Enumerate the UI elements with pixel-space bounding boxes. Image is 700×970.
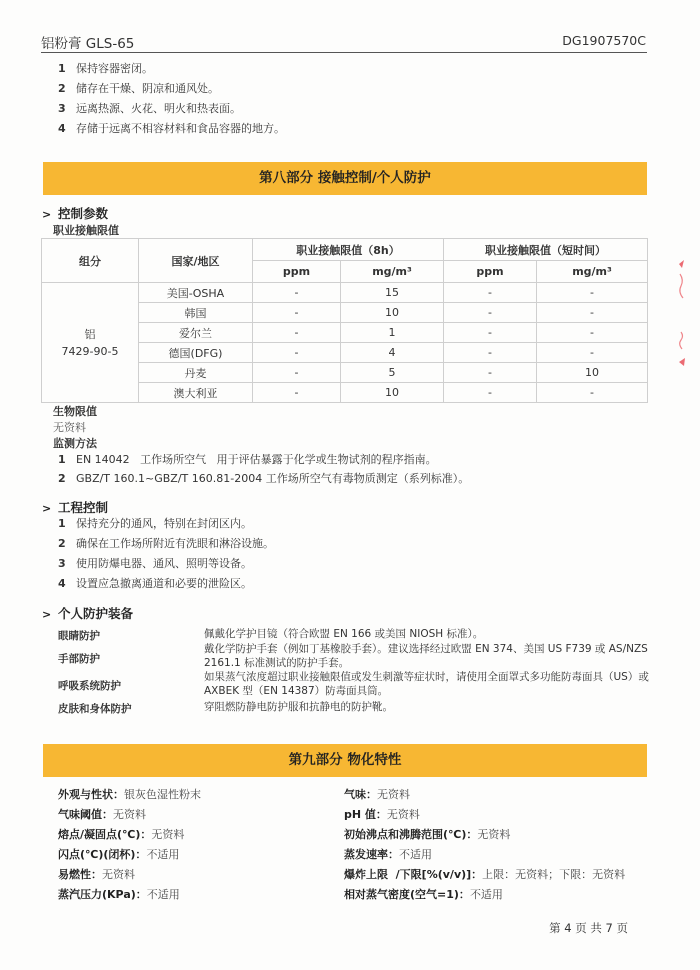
country-cell: 美国-OSHA [139, 283, 253, 303]
ppm-short-cell: - [444, 343, 537, 363]
list-item: 4 设置应急撤离通道和必要的泄险区。 [58, 577, 252, 590]
list-item: 1 保持容器密闭。 [58, 62, 153, 75]
property-melting-point: 熔点/凝固点(℃)：无资料 [58, 828, 185, 841]
col-header-component: 组分 [42, 239, 139, 283]
ppe-heading: > 个人防护装备 [42, 606, 134, 621]
ppe-value-respiratory: 如果蒸气浓度超过职业接触限值或发生刺激等症状时，请使用全面罩式多功能防毒面具（US）或 AXBEK 型（EN 14387）防毒面具筒。 [204, 671, 649, 697]
list-item: 2 确保在工作场所附近有洗眼和淋浴设施。 [58, 537, 274, 550]
properties-left [58, 786, 201, 906]
ppe-value-hand: 戴化学防护手套（例如丁基橡胶手套）。建议选择经过欧盟 EN 374、美国 US F739 或 AS/NZS 2161.1 标准测试的防护手套。 [204, 643, 648, 669]
section-8-title: 第八部分 接触控制/个人防护 [43, 162, 647, 195]
property-boiling-point: 初始沸点和沸腾范围(℃)：无资料 [344, 828, 511, 841]
list-item: 3 使用防爆电器、通风、照明等设备。 [58, 557, 252, 570]
mg-short-cell: - [537, 283, 648, 303]
page-number: 第 4 页 共 7 页 [549, 921, 628, 935]
country-cell: 爱尔兰 [139, 323, 253, 343]
engineering-list [58, 514, 274, 594]
mg-8h-cell: 10 [341, 383, 444, 403]
ppe-label-skin: 皮肤和身体防护 [58, 703, 132, 715]
property-ph: pH 值：无资料 [344, 808, 420, 821]
col-header-ppm-short: ppm [444, 261, 537, 283]
col-header-oel-short: 职业接触限值（短时间） [444, 239, 648, 261]
property-odor-threshold: 气味阈值：无资料 [58, 808, 146, 821]
mg-8h-cell: 4 [341, 343, 444, 363]
table-row [42, 283, 648, 303]
property-vapor-density: 相对蒸气密度(空气=1)：不适用 [344, 888, 503, 901]
property-odor: 气味：无资料 [344, 788, 410, 801]
oel-label: 职业接触限值 [53, 224, 119, 237]
mg-short-cell: - [537, 303, 648, 323]
mg-8h-cell: 15 [341, 283, 444, 303]
storage-list [58, 59, 285, 139]
ppe-label-respiratory: 呼吸系统防护 [58, 680, 121, 692]
document-code: DG1907570C [562, 33, 646, 48]
chevron-right-icon: > [42, 502, 52, 515]
mg-short-cell: - [537, 323, 648, 343]
control-params-heading: > 控制参数 [42, 206, 109, 221]
mg-8h-cell: 10 [341, 303, 444, 323]
properties-right [344, 786, 625, 906]
ppm-short-cell: - [444, 283, 537, 303]
component-name: 铝 [84, 327, 96, 341]
mg-8h-cell: 1 [341, 323, 444, 343]
list-item: 3 远离热源、火花、明火和热表面。 [58, 102, 241, 115]
ppe-value-skin: 穿阻燃防静电防护服和抗静电的防护靴。 [204, 701, 393, 713]
seal-stamp-fragment [676, 258, 690, 368]
ppm-8h-cell: - [253, 283, 341, 303]
property-explosive-limits: 爆炸上限 /下限[%(v/v)]：上限：无资料；下限：无资料 [344, 868, 626, 881]
bio-limit-value: 无资料 [53, 421, 86, 434]
col-header-oel-8h: 职业接触限值（8h） [253, 239, 444, 261]
ppe-label-eye: 眼睛防护 [58, 630, 100, 642]
country-cell: 澳大利亚 [139, 383, 253, 403]
list-item: 1 EN 14042 工作场所空气 用于评估暴露于化学或生物试剂的程序指南。 [58, 453, 437, 466]
list-item: 2 GBZ/T 160.1~GBZ/T 160.81-2004 工作场所空气有毒物质测定（系列标准）。 [58, 472, 470, 485]
ppe-table [58, 626, 658, 718]
property-flash-point: 闪点(℃)(闭杯)：不适用 [58, 848, 180, 861]
list-item: 2 储存在干燥、阴凉和通风处。 [58, 82, 219, 95]
list-item: 1 保持充分的通风，特别在封闭区内。 [58, 517, 252, 530]
ppm-short-cell: - [444, 363, 537, 383]
ppm-8h-cell: - [253, 343, 341, 363]
country-cell: 德国(DFG) [139, 343, 253, 363]
header-divider [41, 52, 647, 53]
engineering-heading: > 工程控制 [42, 500, 109, 515]
property-flammability: 易燃性：无资料 [58, 868, 135, 881]
ppm-8h-cell: - [253, 363, 341, 383]
col-header-mg-short: mg/m³ [537, 261, 648, 283]
monitor-method-list [58, 450, 469, 488]
property-appearance: 外观与性状：银灰色湿性粉末 [58, 788, 201, 801]
col-header-mg-8h: mg/m³ [341, 261, 444, 283]
ppm-short-cell: - [444, 323, 537, 343]
list-item: 4 存储于远离不相容材料和食品容器的地方。 [58, 122, 285, 135]
section-9-title: 第九部分 物化特性 [43, 744, 647, 777]
ppm-8h-cell: - [253, 303, 341, 323]
component-cas: 7429-90-5 [61, 344, 119, 358]
property-evaporation-rate: 蒸发速率：不适用 [344, 848, 432, 861]
property-vapor-pressure: 蒸汽压力(KPa)：不适用 [58, 888, 180, 901]
oel-table [41, 238, 648, 403]
ppe-value-eye: 佩戴化学护目镜（符合欧盟 EN 166 或美国 NIOSH 标准）。 [204, 628, 484, 640]
component-cell [42, 283, 139, 403]
country-cell: 丹麦 [139, 363, 253, 383]
bio-limit-label: 生物限值 [53, 405, 97, 418]
ppm-short-cell: - [444, 383, 537, 403]
ppm-8h-cell: - [253, 323, 341, 343]
ppm-short-cell: - [444, 303, 537, 323]
monitor-method-label: 监测方法 [53, 437, 97, 450]
col-header-ppm-8h: ppm [253, 261, 341, 283]
ppe-label-hand: 手部防护 [58, 653, 100, 665]
mg-short-cell: 10 [537, 363, 648, 383]
country-cell: 韩国 [139, 303, 253, 323]
chevron-right-icon: > [42, 608, 52, 621]
mg-short-cell: - [537, 343, 648, 363]
chevron-right-icon: > [42, 208, 52, 221]
mg-short-cell: - [537, 383, 648, 403]
ppm-8h-cell: - [253, 383, 341, 403]
col-header-country: 国家/地区 [139, 239, 253, 283]
product-name: 铝粉膏 GLS-65 [41, 36, 135, 52]
mg-8h-cell: 5 [341, 363, 444, 383]
